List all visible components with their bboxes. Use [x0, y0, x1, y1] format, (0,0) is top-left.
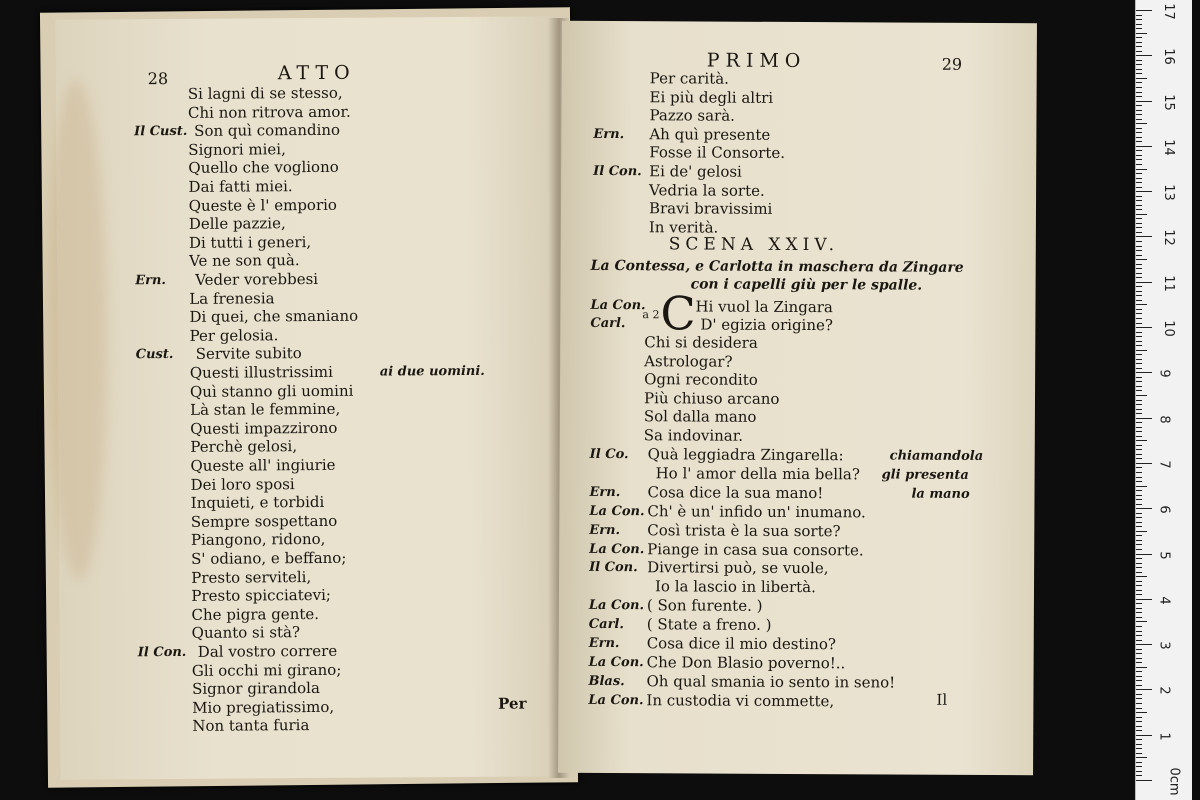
verse-line: Sol dalla mano: [643, 407, 757, 427]
verse-line: Ch' è un' infido un' inumano.: [647, 501, 866, 522]
speaker-label: La Con.: [588, 692, 644, 708]
ruler-tick: [1136, 37, 1142, 38]
ruler-tick: [1136, 427, 1142, 428]
duet-speaker-2: Carl.: [590, 315, 626, 332]
ruler-tick: [1136, 436, 1142, 437]
ruler-tick: [1136, 717, 1142, 718]
ruler-tick: [1136, 250, 1142, 251]
stage-direction: chiamandola: [889, 448, 984, 464]
ruler-tick: [1136, 762, 1142, 763]
ruler-tick: [1136, 535, 1142, 536]
verse-line: Mio pregiatissimo,: [192, 697, 335, 717]
ruler-tick: [1136, 182, 1142, 183]
stage-direction: gli presenta: [881, 467, 969, 483]
ruler-tick: [1136, 744, 1142, 745]
speaker-label: Il Co.: [589, 446, 629, 463]
verse-line: Io la lascio in libertà.: [654, 577, 816, 597]
verse-line: Cosa dice la sua mano!: [647, 483, 824, 502]
verse-line: Quà leggiadra Zingarella:: [647, 445, 844, 465]
speaker-label: Ern.: [135, 273, 166, 289]
ruler-tick: [1136, 277, 1142, 278]
ruler-tick: [1136, 712, 1147, 713]
verse-line: Delle pazzie,: [188, 214, 286, 234]
ruler-tick: [1136, 241, 1142, 242]
ruler-tick: [1136, 60, 1142, 61]
ruler-tick: [1136, 481, 1142, 482]
verse-line: Queste è l' emporio: [188, 195, 337, 215]
ruler-tick: [1136, 137, 1142, 138]
ruler-tick: [1136, 368, 1142, 369]
verse-line: Presto serviteli,: [191, 567, 312, 587]
speaker-label: Ern.: [593, 126, 625, 142]
ruler-tick: [1136, 169, 1147, 170]
verse-line: Ah quì presente: [649, 125, 771, 144]
ruler-number: 8: [1156, 415, 1172, 424]
ruler-tick: [1136, 386, 1142, 387]
ruler-tick: [1136, 33, 1147, 34]
page-number-left: 28: [147, 69, 169, 89]
verse-line: Quì stanno gli uomini: [189, 381, 354, 401]
page-heading-left: ATTO: [277, 61, 356, 85]
ruler-tick: [1136, 214, 1147, 215]
speaker-label: Il Con.: [589, 560, 638, 576]
ruler-tick: [1136, 467, 1142, 468]
ruler-tick: [1136, 400, 1142, 401]
ruler-tick: [1136, 332, 1142, 333]
ruler-tick: [1136, 191, 1152, 192]
ruler-number: 6: [1156, 505, 1172, 514]
speaker-label: La Con.: [588, 654, 644, 671]
ruler-tick: [1136, 28, 1142, 29]
speaker-label: La Con.: [588, 598, 645, 614]
ruler-tick: [1136, 209, 1142, 210]
ruler-tick: [1136, 164, 1142, 165]
verse-line: ( Son furente. ): [646, 596, 763, 616]
verse-line: Sa indovinar.: [643, 426, 744, 445]
verse-line: Ogni recondito: [644, 370, 758, 389]
ruler-tick: [1136, 390, 1142, 391]
ruler-tick: [1136, 748, 1142, 749]
ruler-tick: [1136, 155, 1142, 156]
ruler-tick: [1136, 359, 1142, 360]
ruler-number: 16: [1160, 48, 1176, 66]
ruler-tick: [1136, 418, 1152, 419]
ruler-tick: [1136, 644, 1152, 645]
verse-line: Questi impazzirono: [190, 418, 338, 438]
ruler-tick: [1136, 132, 1142, 133]
ruler-tick: [1136, 309, 1142, 310]
verse-line: Si lagni di se stesso,: [187, 83, 343, 103]
ruler-tick: [1136, 323, 1142, 324]
verse-line: Signor girandola: [191, 679, 320, 699]
speaker-label: Il Con.: [137, 644, 187, 661]
ruler-tick: [1136, 658, 1142, 659]
verse-line: Vedria la sorte.: [649, 180, 765, 200]
verse-line: Chi non ritrova amor.: [187, 102, 351, 122]
verse-line: Dal vostro correre: [197, 641, 338, 661]
ruler-tick: [1136, 264, 1142, 265]
left-page: [55, 16, 572, 780]
verse-line: Piangono, ridono,: [190, 530, 326, 550]
ruler-tick: [1136, 585, 1142, 586]
ruler-tick: [1136, 531, 1147, 532]
speaker-label: Il Cust.: [134, 124, 188, 140]
verse-line: Inquieti, e torbidi: [190, 493, 325, 513]
ruler-tick: [1136, 313, 1142, 314]
speaker-label: Il Con.: [593, 163, 642, 180]
ruler-tick: [1136, 82, 1142, 83]
ruler-tick: [1136, 739, 1142, 740]
verse-line: Che Don Blasio poverno!..: [646, 653, 846, 673]
verse-line: Questi illustrissimi: [189, 362, 333, 382]
speaker-label: La Con.: [589, 503, 645, 519]
ruler-tick: [1136, 101, 1152, 102]
verse-line: Sempre sospettano: [190, 511, 338, 531]
verse-line: Ho l' amor della mia bella?: [655, 464, 860, 484]
ruler-tick: [1136, 649, 1142, 650]
ruler-tick: [1136, 92, 1142, 93]
ruler-number: 14: [1160, 139, 1176, 156]
ruler-tick: [1136, 123, 1147, 124]
verse-line: Per carità.: [649, 69, 730, 88]
duet-marker: a 2: [642, 308, 660, 322]
ruler-tick: [1136, 300, 1142, 301]
verse-line: Ve ne son quà.: [188, 251, 300, 271]
page-number-right: 29: [941, 54, 963, 74]
ruler-tick: [1136, 513, 1142, 514]
ruler-tick: [1136, 572, 1142, 573]
ruler-tick: [1136, 544, 1142, 545]
ruler-tick: [1136, 603, 1142, 604]
ruler-tick: [1136, 105, 1142, 106]
ruler-tick: [1136, 395, 1147, 396]
ruler-tick: [1136, 757, 1147, 758]
ruler-tick: [1136, 377, 1142, 378]
ruler-tick: [1136, 617, 1142, 618]
ruler-tick: [1136, 327, 1152, 328]
verse-line: Più chiuso arcano: [643, 388, 780, 408]
ruler-tick: [1136, 255, 1142, 256]
ruler-tick: [1136, 19, 1142, 20]
ruler-tick: [1136, 694, 1142, 695]
ruler-tick: [1136, 286, 1142, 287]
ruler-tick: [1136, 499, 1142, 500]
ruler-tick: [1136, 640, 1142, 641]
ruler-tick: [1136, 273, 1142, 274]
ruler-tick: [1136, 780, 1152, 781]
verse-line: Quello che vogliono: [188, 158, 339, 178]
verse-line: Ei de' gelosi: [649, 162, 742, 181]
duet-line-1: Hi vuol la Zingara: [695, 297, 833, 317]
ruler-tick: [1136, 282, 1152, 283]
ruler-tick: [1136, 676, 1142, 677]
ruler-number: 15: [1160, 93, 1176, 111]
stage-direction: la mano: [911, 486, 970, 502]
ruler-tick: [1136, 458, 1142, 459]
verse-line: Divertirsi può, se vuole,: [647, 558, 829, 578]
catchword-right: Il: [936, 690, 948, 709]
verse-line: Non tanta furia: [192, 716, 310, 736]
speaker-label: Ern.: [589, 484, 621, 500]
verse-line: In verità.: [648, 218, 719, 237]
verse-line: Signori miei,: [188, 139, 286, 159]
ruler-tick: [1136, 454, 1142, 455]
ruler-tick: [1136, 178, 1142, 179]
verse-line: Chi si desidera: [644, 333, 758, 352]
ruler-tick: [1136, 96, 1142, 97]
ruler-tick: [1136, 653, 1142, 654]
ruler-tick: [1136, 218, 1142, 219]
ruler-tick: [1136, 205, 1142, 206]
ruler-tick: [1136, 526, 1142, 527]
verse-line: Presto spicciatevi;: [191, 586, 331, 606]
verse-line: S' odiano, e beffano;: [191, 548, 347, 568]
ruler-tick: [1136, 472, 1142, 473]
verse-line: ( State a freno. ): [646, 615, 772, 634]
ruler-tick: [1136, 495, 1142, 496]
speaker-label: Ern.: [589, 522, 621, 538]
page-heading-right: PRIMO: [706, 49, 807, 73]
ruler-tick: [1136, 78, 1147, 79]
ruler-tick: [1136, 200, 1142, 201]
ruler-tick: [1136, 268, 1142, 269]
ruler-tick: [1136, 576, 1147, 577]
verse-line: In custodia vi commette,: [646, 690, 835, 710]
ruler-tick: [1136, 372, 1152, 373]
verse-line: Perchè gelosi,: [190, 437, 298, 457]
ruler-tick: [1136, 73, 1142, 74]
ruler-tick: [1136, 730, 1142, 731]
verse-line: Ei più degli altri: [649, 87, 774, 107]
ruler-number: 10: [1160, 320, 1176, 337]
ruler-tick: [1136, 517, 1142, 518]
speaker-label: Carl.: [588, 617, 624, 633]
ruler-tick: [1136, 612, 1142, 613]
ruler-tick: [1136, 449, 1142, 450]
verse-line: Son quì comandino: [194, 120, 341, 141]
verse-line: Oh qual smania io sento in seno!: [646, 672, 896, 692]
ruler-number: 17: [1160, 3, 1176, 20]
verse-line: Là stan le femmine,: [190, 400, 341, 420]
scene-title: SCENA XXIV.: [668, 234, 840, 256]
ruler-tick: [1136, 549, 1142, 550]
ruler-tick: [1136, 119, 1142, 120]
verse-line: Così trista è la sua sorte?: [647, 520, 841, 540]
ruler-tick: [1136, 766, 1142, 767]
ruler-tick: [1136, 599, 1152, 600]
ruler-number: 11: [1160, 274, 1176, 292]
ruler-tick: [1136, 10, 1152, 11]
ruler-tick: [1136, 295, 1142, 296]
ruler-tick: [1136, 667, 1147, 668]
measurement-ruler: [1135, 0, 1192, 800]
verse-line: Piange in casa sua consorte.: [647, 539, 864, 559]
ruler-number: 4: [1156, 596, 1172, 605]
ruler-tick: [1136, 318, 1142, 319]
verse-line: Quanto si stà?: [191, 623, 301, 643]
scene-direction-2: con i capelli giù per le spalle.: [690, 276, 923, 294]
ruler-tick: [1136, 413, 1142, 414]
verse-line: Veder vorebbesi: [195, 269, 319, 289]
verse-line: Queste all' ingiurie: [190, 455, 336, 475]
ruler-tick: [1136, 771, 1142, 772]
ruler-tick: [1136, 246, 1142, 247]
ruler-tick: [1136, 173, 1142, 174]
ruler-tick: [1136, 232, 1142, 233]
ruler-tick: [1136, 422, 1142, 423]
ruler-tick: [1136, 662, 1142, 663]
ruler-tick: [1136, 114, 1142, 115]
ruler-tick: [1136, 608, 1142, 609]
ruler-tick: [1136, 698, 1142, 699]
verse-line: Che pigra gente.: [191, 604, 320, 624]
ruler-tick: [1136, 490, 1142, 491]
ruler-tick: [1136, 581, 1142, 582]
speaker-label: Cust.: [135, 347, 174, 363]
ruler-tick: [1136, 486, 1147, 487]
ruler-number: 12: [1160, 229, 1176, 247]
ruler-tick: [1136, 477, 1142, 478]
ruler-tick: [1136, 689, 1152, 690]
ruler-tick: [1136, 196, 1142, 197]
ruler-tick: [1136, 187, 1142, 188]
catchword-left: Per: [498, 694, 527, 713]
ruler-tick: [1136, 150, 1142, 151]
ruler-number: 13: [1160, 184, 1176, 201]
ruler-tick: [1136, 558, 1142, 559]
ruler-tick: [1136, 259, 1147, 260]
ruler-tick: [1136, 42, 1142, 43]
ruler-number: 2: [1156, 686, 1172, 696]
scene-direction-1: La Contessa, e Carlotta in maschera da Zingare: [590, 257, 964, 276]
ruler-number: 9: [1156, 369, 1172, 378]
ruler-tick: [1136, 626, 1142, 627]
ruler-tick: [1136, 635, 1142, 636]
ruler-tick: [1136, 590, 1142, 591]
ruler-tick: [1136, 236, 1152, 237]
ruler-tick: [1136, 128, 1142, 129]
ruler-tick: [1136, 55, 1152, 56]
verse-line: Dai fatti miei.: [188, 177, 293, 196]
ruler-tick: [1136, 726, 1142, 727]
ruler-tick: [1136, 363, 1142, 364]
ruler-tick: [1136, 404, 1142, 405]
speaker-label: Ern.: [588, 635, 620, 652]
verse-line: Gli occhi mi girano;: [191, 660, 342, 680]
ruler-number: 1: [1156, 732, 1172, 741]
ruler-tick: [1136, 735, 1152, 736]
ruler-tick: [1136, 46, 1142, 47]
ruler-tick: [1136, 563, 1142, 564]
ruler-tick: [1136, 69, 1142, 70]
ruler-tick: [1136, 354, 1142, 355]
verse-line: Di quei, che smaniano: [189, 306, 359, 327]
ruler-tick: [1136, 431, 1142, 432]
ruler-tick: [1136, 141, 1142, 142]
verse-line: Cosa dice il mio destino?: [646, 634, 837, 654]
ruler-tick: [1136, 463, 1152, 464]
ruler-tick: [1136, 110, 1142, 111]
speaker-label: Blas.: [588, 673, 625, 689]
ruler-tick: [1136, 540, 1142, 541]
verse-line: Dei loro sposi: [190, 474, 295, 494]
ruler-number: 7: [1156, 460, 1172, 469]
ruler-tick: [1136, 721, 1142, 722]
ruler-tick: [1136, 24, 1142, 25]
ruler-tick: [1136, 146, 1152, 147]
ruler-tick: [1136, 508, 1152, 509]
ruler-tick: [1136, 554, 1152, 555]
speaker-label: La Con.: [589, 541, 645, 557]
ruler-tick: [1136, 504, 1142, 505]
ruler-tick: [1136, 336, 1142, 337]
ruler-tick: [1136, 440, 1147, 441]
ruler-tick: [1136, 594, 1142, 595]
ruler-tick: [1136, 223, 1142, 224]
drop-cap: C: [660, 286, 696, 341]
ruler-tick: [1136, 341, 1142, 342]
ruler-tick: [1136, 621, 1147, 622]
ruler-tick: [1136, 227, 1142, 228]
ruler-tick: [1136, 671, 1142, 672]
ruler-tick: [1136, 159, 1142, 160]
verse-line: La frenesia: [189, 288, 275, 308]
ruler-number: 3: [1156, 641, 1172, 650]
ruler-tick: [1136, 345, 1142, 346]
verse-line: Per gelosia.: [189, 326, 279, 345]
verse-line: Fosse il Consorte.: [649, 143, 786, 163]
ruler-tick: [1136, 381, 1142, 382]
ruler-number: 5: [1156, 550, 1172, 560]
right-page: [558, 21, 1037, 775]
verse-line: Pazzo sarà.: [649, 106, 736, 125]
ruler-tick: [1136, 15, 1142, 16]
ruler-tick: [1136, 775, 1142, 776]
ruler-tick: [1136, 445, 1142, 446]
verse-line: Bravi bravissimi: [648, 199, 773, 219]
ruler-tick: [1136, 522, 1142, 523]
ruler-number: 0cm: [1166, 767, 1182, 796]
verse-line: Astrologar?: [644, 351, 733, 371]
ruler-tick: [1136, 51, 1142, 52]
ruler-tick: [1136, 304, 1147, 305]
ruler-tick: [1136, 350, 1147, 351]
ruler-tick: [1136, 753, 1142, 754]
ruler-tick: [1136, 87, 1142, 88]
ruler-tick: [1136, 708, 1142, 709]
ruler-tick: [1136, 631, 1142, 632]
ruler-tick: [1136, 291, 1142, 292]
verse-line: Servite subito: [195, 344, 302, 364]
ruler-tick: [1136, 567, 1142, 568]
ruler-tick: [1136, 703, 1142, 704]
duet-line-2: D' egizia origine?: [700, 315, 834, 335]
ruler-tick: [1136, 409, 1142, 410]
duet-speaker-1: La Con.: [590, 297, 646, 314]
ruler-tick: [1136, 680, 1142, 681]
stage-direction: ai due uomini.: [379, 363, 485, 380]
ruler-tick: [1136, 64, 1142, 65]
verse-line: Di tutti i generi,: [188, 232, 312, 252]
ruler-tick: [1136, 685, 1142, 686]
